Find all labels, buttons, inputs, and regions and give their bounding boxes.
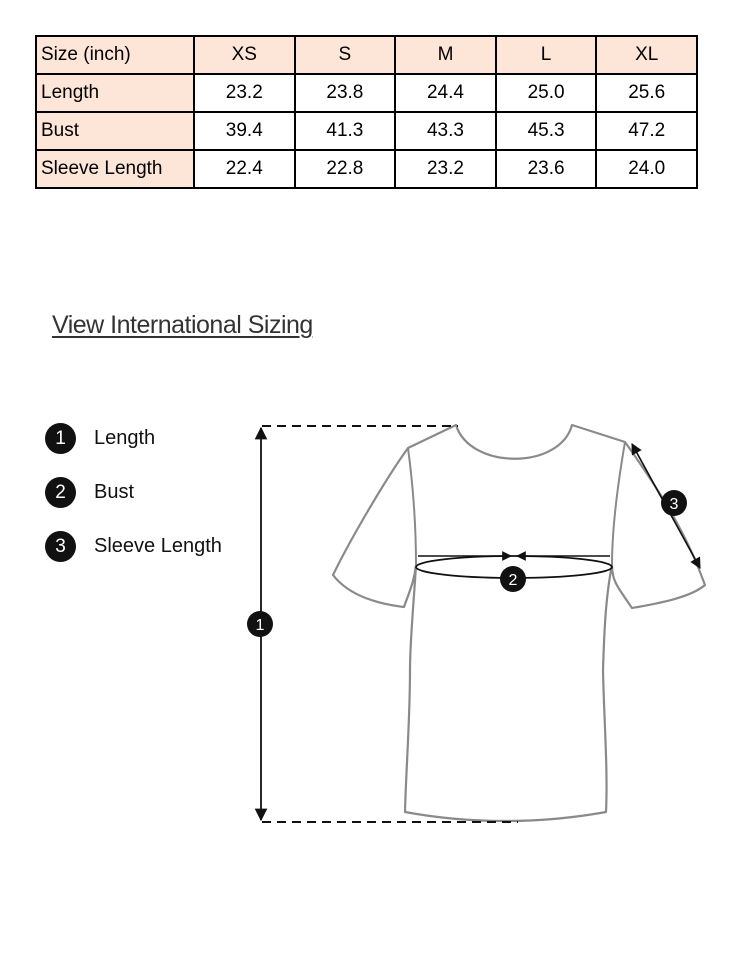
number-3-badge: 3 bbox=[45, 531, 76, 562]
header-cell: M bbox=[395, 36, 496, 74]
number-2-badge: 2 bbox=[45, 477, 76, 508]
table-cell: 23.8 bbox=[295, 74, 396, 112]
table-cell: 39.4 bbox=[194, 112, 295, 150]
number-1-badge: 1 bbox=[45, 423, 76, 454]
row-label: Length bbox=[36, 74, 194, 112]
legend-label: Bust bbox=[94, 481, 135, 503]
marker-1-label: 1 bbox=[255, 617, 265, 634]
table-cell: 22.8 bbox=[295, 150, 396, 188]
marker-3-label: 3 bbox=[669, 496, 679, 513]
table-cell: 41.3 bbox=[295, 112, 396, 150]
table-cell: 22.4 bbox=[194, 150, 295, 188]
header-cell: XS bbox=[194, 36, 295, 74]
header-cell: XL bbox=[596, 36, 697, 74]
legend-label: Sleeve Length bbox=[94, 535, 222, 557]
table-cell: 24.0 bbox=[596, 150, 697, 188]
header-cell: L bbox=[496, 36, 597, 74]
legend-label: Length bbox=[94, 427, 156, 449]
table-cell: 25.6 bbox=[596, 74, 697, 112]
table-cell: 43.3 bbox=[395, 112, 496, 150]
view-international-sizing-link[interactable]: View International Sizing bbox=[52, 311, 313, 339]
table-cell: 47.2 bbox=[596, 112, 697, 150]
row-label: Bust bbox=[36, 112, 194, 150]
header-cell: Size (inch) bbox=[36, 36, 194, 74]
tshirt-outline bbox=[333, 425, 705, 821]
row-label: Sleeve Length bbox=[36, 150, 194, 188]
table-cell: 23.6 bbox=[496, 150, 597, 188]
table-cell: 23.2 bbox=[194, 74, 295, 112]
marker-2-label: 2 bbox=[508, 572, 518, 589]
table-cell: 25.0 bbox=[496, 74, 597, 112]
table-cell: 23.2 bbox=[395, 150, 496, 188]
table-cell: 24.4 bbox=[395, 74, 496, 112]
table-cell: 45.3 bbox=[496, 112, 597, 150]
header-cell: S bbox=[295, 36, 396, 74]
